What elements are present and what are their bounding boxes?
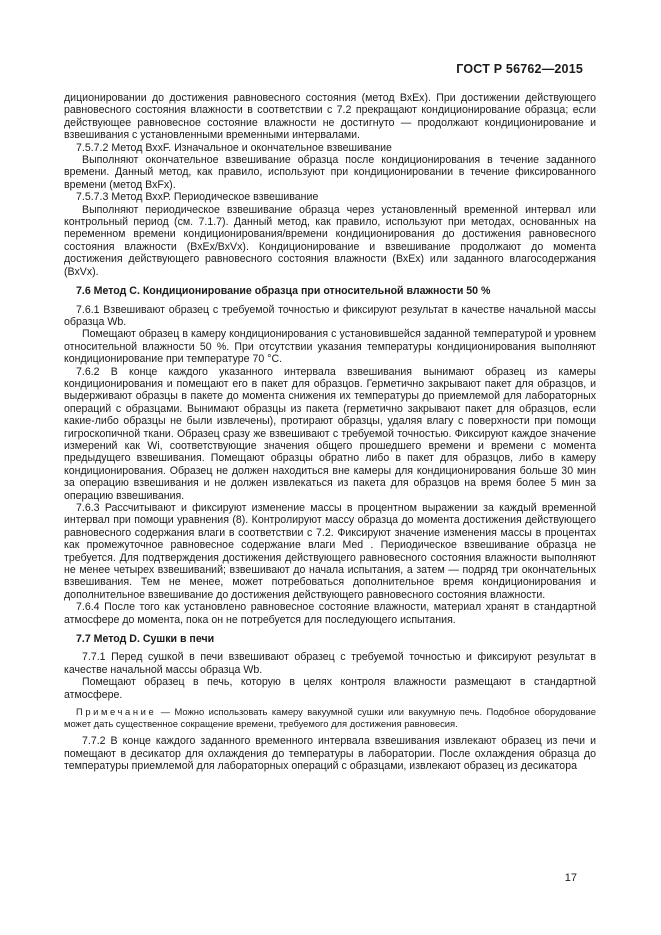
note-label: Примечание (76, 706, 157, 718)
paragraph: Помещают образец в камеру кондиционирования с установившейся заданной температурой и уровнем относительной влажности 50 %. При отсутствии указания температуры кондиционирования выполняют кондиционирование при температуре 70 °С. (64, 328, 596, 366)
paragraph: 7.7.2 В конце каждого заданного временного интервала взвешивания извлекают образец из печи и помещают в десикатор для охлаждения до температуры в лаборатории. После охлаждения образца до температуры приемлемой для лабораторных операций с образцами, извлекают образец из десикатора (64, 735, 596, 773)
note-text: — Можно использовать камеру вакуумной сушки или вакуумную печь. Подобное оборудование может дать существенное сокращение времени, требуемого для достижения равновесия. (64, 706, 596, 729)
paragraph: 7.6.4 После того как установлено равновесное состояние влажности, материал хранят в стандартной атмосфере до момента, пока он не потребуется для последующего испытания. (64, 601, 596, 626)
paragraph: Выполняют периодическое взвешивание образца через установленный временной интервал или контрольный период (см. 7.1.7). Данный метод, как правило, используют при методах, основанных на переменном времени кондиционирования/времени кондиционирования до достижения равновесного состояния влажности (ВхЕх/ВхVх). Кондиционирование и взвешивание продолжают до момента достижения действующего равновесного состояния влажности (ВхЕх) или заданного влагосодержания (ВхVх). (64, 203, 596, 278)
subsection-heading: 7.5.7.2 Метод ВхxF. Изначальное и окончательное взвешивание (76, 141, 392, 154)
page-number: 17 (564, 872, 577, 884)
section-heading-7-7: 7.7 Метод D. Сушки в печи (76, 633, 215, 646)
section-heading-7-6: 7.6 Метод С. Кондиционирование образца при относительной влажности 50 % (76, 285, 491, 298)
document-header: ГОСТ Р 56762—2015 (456, 62, 583, 76)
paragraph: 7.6.2 В конце каждого указанного интервала взвешивания вынимают образец из камеры кондиционирования и помещают его в пакет для образцов. Герметично закрывают пакет для образцов, и выдерживают образцы в пакете до момента снижения их температуры до приемлемой для лабораторных операций с образцами. Вынимают образцы из пакета (герметично закрывают пакет для образцов, если какие-либо образцы не были извлечены), протирают образцы, удаляя влагу с поверхности при помощи гигроскопичной ткани. Образец сразу же взвешивают с требуемой точностью. Фиксируют каждое значение измерений как Wi, соответствующие значения общего прошедшего времени и времени с момента предыдущего взвешивания. Помещают образцы обратно либо в пакет для образцов, либо в камеру кондиционирования. Образец не должен находиться вне камеры для кондиционирования больше 30 мин за операцию взвешивания и не должен извлекаться из пакета для образцов на время более 5 мин за операцию взвешивания. (64, 365, 596, 502)
document-body (64, 92, 596, 773)
subsection-heading: 7.5.7.3 Метод ВхxР. Периодическое взвешивание (76, 191, 319, 204)
paragraph: 7.7.1 Перед сушкой в печи взвешивают образец с требуемой точностью и фиксируют результат в качестве начальной массы образца Wb. (64, 651, 596, 676)
paragraph: 7.6.3 Рассчитывают и фиксируют изменение массы в процентном выражении за каждый временной интервал при помощи уравнения (8). Контролируют массу образца до момента достижения действующего равновесного содержания влаги в соответствии с 7.2. Фиксируют значение изменения массы в процентах как промежуточное равновесное содержание влаги Med . Периодическое взвешивание образца не требуется. Для подтверждения достижения действующего равновесного состояния влажности выполняют не менее четырех взвешиваний; взвешивают до начала испытания, а затем — подряд три окончательных взвешивания. Тем не менее, может потребоваться дополнительное время кондиционирования и дополнительное взвешивание до достижения действующего равновесного состояния влажности. (64, 502, 596, 601)
paragraph: 7.6.1 Взвешивают образец с требуемой точностью и фиксируют результат в качестве начальной массы образца Wb. (64, 303, 596, 328)
paragraph: диционировании до достижения равновесного состояния (метод ВхЕх). При достижении действующего равновесного состояния влажности в соответствии с 7.2 прекращают кондиционирование образца; если действующее равновесное состояние влажности не достигнуто — продолжают кондиционирование и взвешивания с установленными временными интервалами. (64, 92, 596, 142)
paragraph: Помещают образец в печь, которую в целях контроля влажности размещают в стандартной атмосфере. (64, 676, 596, 701)
paragraph: Выполняют окончательное взвешивание образца после кондиционирования в течение заданного времени. Данный метод, как правило, используют при кондиционировании в течение фиксированного времени (метод ВхFx). (64, 154, 596, 191)
note (64, 706, 596, 729)
